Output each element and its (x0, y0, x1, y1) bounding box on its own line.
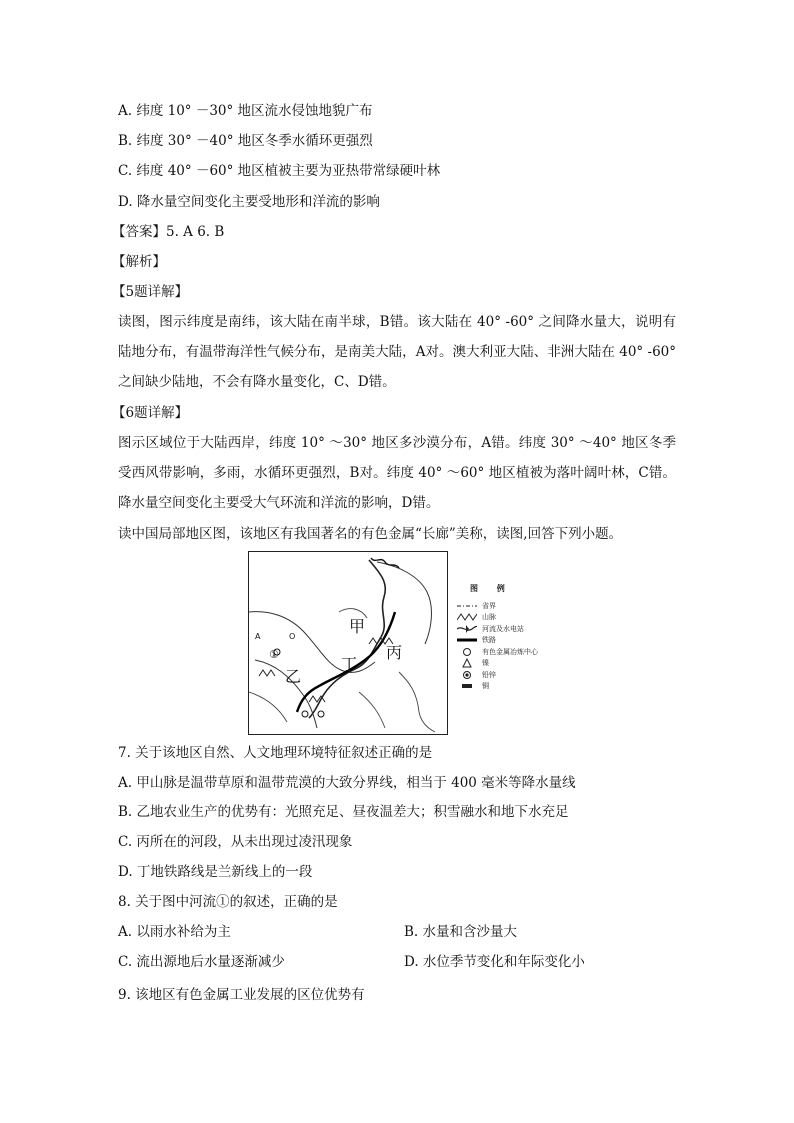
legend-row-nickel (456, 658, 576, 670)
railway-icon (456, 637, 478, 643)
q8-option-d: D. 水位季节变化和年际变化小 (404, 954, 585, 970)
border-icon (456, 603, 478, 609)
q7-option-a: A. 甲山脉是温带草原和温带荒漠的大致分界线，相当于 400 毫米等降水量线 (118, 775, 576, 791)
q6-explanation: 图示区域位于大陆西岸，纬度 10° ～30° 地区多沙漠分布，A错。纬度 30° ～40° 地区冬季受西风带影响，多雨，水循环更强烈，B对。纬度 40° ～60° 地区植被为落叶阔叶林，C错。降水量空间变化主要受大气环流和洋流的影响，D错。 (118, 435, 676, 511)
legend-label: 山脉 (482, 613, 496, 622)
q8-option-a: A. 以雨水补给为主 (118, 924, 231, 940)
legend-row-river (456, 623, 576, 635)
legend-row-mountain (456, 612, 576, 624)
smelting-center-icon (456, 647, 478, 657)
q8-option-b: B. 水量和含沙量大 (404, 924, 518, 940)
q9-stem: 9. 该地区有色金属工业发展的区位优势有 (118, 987, 365, 1003)
q5-heading: 【5题详解】 (112, 284, 189, 300)
q6-option-a: A. 纬度 10° －30° 地区流水侵蚀地貌广布 (118, 103, 373, 119)
mountain-icon (456, 613, 478, 621)
legend-row-leadzinc (456, 669, 576, 681)
q7-stem: 7. 关于该地区自然、人文地理环境特征叙述正确的是 (118, 745, 433, 761)
answer-line: 【答案】5. A 6. B (112, 224, 225, 240)
q7-option-d: D. 丁地铁路线是兰新线上的一段 (118, 864, 313, 880)
q5-explanation: 读图，图示纬度是南纬，该大陆在南半球，B错。该大陆在 40° -60° 之间降水量大，说明有陆地分布，有温带海洋性气候分布，是南美大陆，A对。澳大利亚大陆、非洲大陆在 40° -60° 之间缺少陆地，不会有降水量变化，C、D错。 (118, 314, 676, 390)
label-small-o: O (289, 632, 296, 641)
legend-row-border (456, 600, 576, 612)
legend-label: 铁路 (482, 636, 496, 645)
q6-option-b: B. 纬度 30° －40° 地区冬季水循环更强烈 (118, 133, 373, 149)
legend-title: 图 例 (470, 584, 513, 593)
q8-stem: 8. 关于图中河流①的叙述，正确的是 (118, 894, 338, 910)
q6-option-c: C. 纬度 40° －60° 地区植被主要为亚热带常绿硬叶林 (118, 163, 441, 179)
legend-label: 有色金属冶炼中心 (482, 647, 538, 656)
map-intro: 读中国局部地区图，该地区有我国著名的有色金属“长廊”美称，读图,回答下列小题。 (118, 526, 623, 542)
legend-label: 镍 (482, 659, 489, 668)
legend-row-smelting (456, 646, 576, 658)
analysis-heading: 【解析】 (112, 254, 166, 270)
legend-row-copper (456, 681, 576, 693)
label-river-1: ① (269, 648, 279, 661)
label-small-a: A (255, 632, 261, 641)
q8-option-c: C. 流出源地后水量逐渐减少 (118, 954, 285, 970)
legend-label: 省界 (482, 601, 496, 610)
label-jia: 甲 (349, 617, 366, 636)
map-legend (456, 583, 576, 692)
legend-label: 铅锌 (482, 670, 496, 679)
q7-option-c: C. 丙所在的河段，从未出现过凌汛现象 (118, 834, 353, 850)
q7-option-b: B. 乙地农业生产的优势有：光照充足、昼夜温差大；积雪融水和地下水充足 (118, 804, 569, 820)
lead-zinc-icon (456, 670, 478, 680)
river-icon (456, 625, 478, 633)
q6-heading: 【6题详解】 (112, 405, 189, 421)
copper-icon (456, 682, 478, 690)
legend-label: 河流及水电站 (482, 624, 524, 633)
label-yi: 乙 (285, 667, 302, 686)
label-bing: 丙 (386, 643, 403, 662)
q6-option-d: D. 降水量空间变化主要受地形和洋流的影响 (118, 194, 380, 210)
region-map (248, 551, 448, 735)
nickel-icon (456, 658, 478, 668)
map-drawing (249, 552, 447, 734)
label-ding: 丁 (341, 655, 358, 674)
legend-label: 铜 (482, 682, 489, 691)
legend-row-railway (456, 635, 576, 647)
